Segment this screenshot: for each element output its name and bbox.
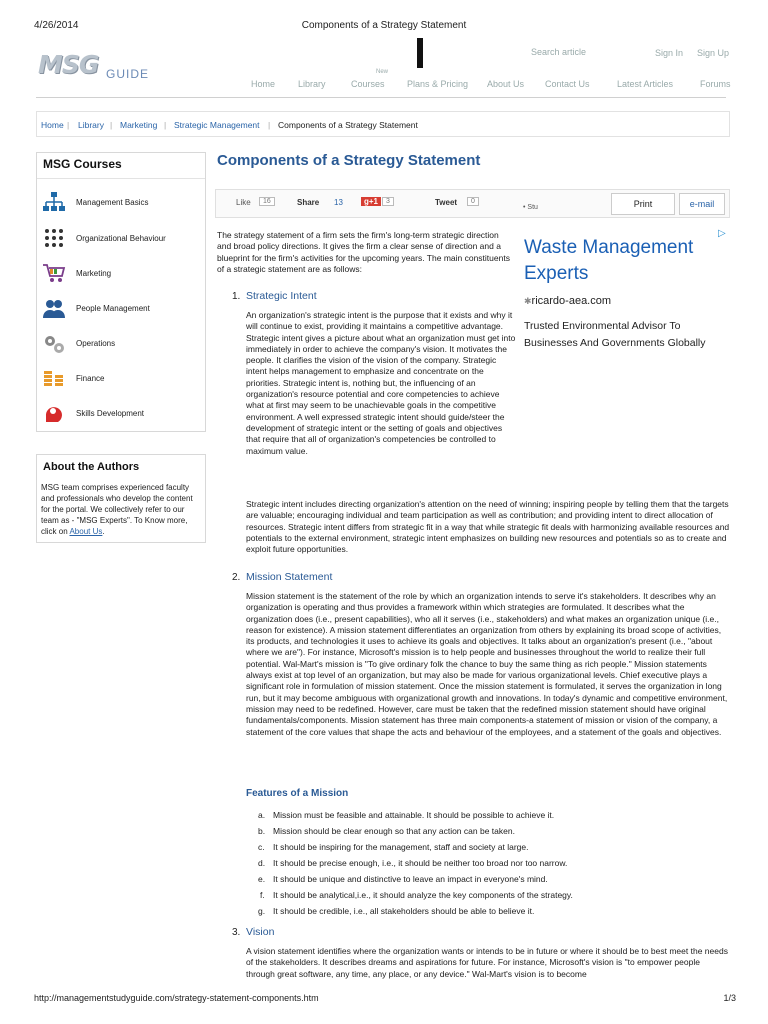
mission-statement-paragraph: Mission statement is the statement of the role by which an organization intends to serve it's stakeholders. It describes why an organization is operating and thus provides a framework within which strategies are formulated. It describes what the organization does (i.e., present capabilities), who all it serves (i.e., stakeholders) and what makes an organization unique (i.e., reason for existence). A mission statement differentiates an organization from others by explaining its broad scope of activities, its products, and technologies it uses to achieve its goals and objectives. It talks about an organization's present (i.e., "about where we are"). For instance, Microsoft's mission is to help people and businesses throughout the world to realize their full potential. Wal-Mart's mission is "To give ordinary folk the chance to buy the same thing as rich people." Mission statements always exist at top level of an organization, but may also be made for various organizational levels. Chief executive plays a significant role in formulation of mission statement. Once the mission statement is formulated, it serves the organization in long run, but it may become ambiguous with organizational growth and innovations. In today's dynamic and competitive environment, mission may need to be redefined. However, care must be taken that the redefined mission statement should have original fundamentals/components. Mission statement has three main components-a statement of mission or vision of the company, a statement of the core values that shape the acts and behaviour of the employees, and a statement of the goals and objectives. [246, 591, 728, 737]
feature-item: It should be precise enough, i.e., it should be neither too broad nor too narrow. [273, 858, 568, 868]
breadcrumb-separator: | [110, 120, 113, 130]
new-badge: New [376, 69, 389, 75]
ad-headline[interactable]: Waste Management Experts [524, 237, 694, 284]
about-title: About the Authors [43, 461, 140, 473]
feature-item: Mission should be clear enough so that any action can be taken. [273, 826, 515, 836]
strategic-intent-paragraph-2: Strategic intent includes directing organization's attention on the need of winning; inspiring people by telling them that the targets are valuable; encouraging individual and team participation as well as contribution; and providing intent to direct allocation of resources. Strategic intent differs from strategic fit in a way that while strategic fit deals with harmonizing available resources and potentials to the external environment, strategic intent emphasizes on building new resources and potentials so as to create and exploit future opportunities. [246, 499, 730, 555]
breadcrumb-library[interactable]: Library [78, 120, 104, 130]
print-url: http://managementstudyguide.com/strategy-statement-components.htm [34, 993, 319, 1003]
section-title-strategic-intent: Strategic Intent [246, 290, 317, 302]
breadcrumb-current: Components of a Strategy Statement [278, 120, 418, 130]
org-chart-icon [42, 191, 66, 213]
feature-item: It should be credible, i.e., all stakeholders should be able to believe it. [273, 906, 535, 916]
section-number: 3. [232, 927, 241, 938]
feature-item: It should be unique and distinctive to leave an impact in everyone's mind. [273, 874, 548, 884]
about-text: MSG team comprises experienced faculty and professionals who develop the content for the portal. We collectively refer to our team as - "MSG Experts". To Know more, click on About Us. [41, 483, 193, 536]
feature-item: It should be analytical,i.e., it should analyze the key components of the strategy. [273, 890, 573, 900]
google-plus-button[interactable]: g+1 [361, 197, 381, 206]
feature-marker: b. [258, 826, 266, 836]
site-logo[interactable]: MSG [38, 50, 99, 79]
ad-description: Trusted Environmental Advisor To Businesses And Governments Globally [524, 320, 706, 349]
nav-plans[interactable]: Plans & Pricing [407, 79, 469, 89]
print-page-number: 1/3 [723, 993, 736, 1003]
breadcrumb-separator: | [67, 120, 70, 130]
nav-forums[interactable]: Forums [700, 79, 731, 89]
breadcrumb-marketing[interactable]: Marketing [120, 120, 158, 130]
article-title: Components of a Strategy Statement [217, 152, 481, 169]
course-management-basics[interactable]: Management Basics [76, 198, 149, 207]
about-us-link[interactable]: About Us [69, 527, 103, 536]
section-title-mission-statement: Mission Statement [246, 571, 333, 583]
print-date: 4/26/2014 [34, 20, 79, 31]
header-divider [417, 38, 423, 68]
tweet-count: 0 [467, 197, 479, 206]
feature-item: It should be inspiring for the management, staff and society at large. [273, 842, 529, 852]
print-title: Components of a Strategy Statement [301, 20, 467, 31]
two-people-icon [42, 298, 66, 320]
feature-marker: a. [258, 810, 266, 820]
breadcrumb-home[interactable]: Home [41, 120, 64, 130]
section-number: 2. [232, 572, 241, 583]
feature-marker: e. [258, 874, 266, 884]
share-button[interactable]: Share [297, 198, 320, 207]
like-count: 16 [259, 197, 275, 206]
nav-courses[interactable]: Courses [351, 79, 385, 89]
section-title-vision: Vision [246, 926, 275, 938]
nav-library[interactable]: Library [298, 79, 326, 89]
breadcrumb-separator: | [268, 120, 271, 130]
course-organizational-behaviour[interactable]: Organizational Behaviour [76, 234, 166, 243]
brain-gear-icon [42, 402, 66, 424]
shopping-cart-icon [42, 262, 66, 284]
intro-paragraph: The strategy statement of a firm sets the firm's long-term strategic direction and broad policy directions. It gives the firm a clear sense of direction and a blueprint for the firm's activities for the upcoming years. The main constituents of a strategic statement are as follows: [217, 230, 510, 274]
sign-in-link[interactable]: Sign In [655, 48, 684, 58]
people-group-icon [42, 227, 66, 249]
feature-marker: d. [258, 858, 266, 868]
email-button[interactable]: e-mail [679, 193, 725, 215]
nav-latest[interactable]: Latest Articles [617, 79, 674, 89]
tweet-button[interactable]: Tweet [435, 198, 458, 207]
globe-icon: ✱ [524, 296, 532, 306]
course-marketing[interactable]: Marketing [76, 269, 112, 278]
courses-title: MSG Courses [43, 157, 122, 171]
coins-icon [42, 368, 66, 390]
search-input[interactable]: Search article [531, 47, 587, 57]
nav-contact[interactable]: Contact Us [545, 79, 590, 89]
stumble-button[interactable]: • Stu [523, 204, 538, 211]
nav-about[interactable]: About Us [487, 79, 525, 89]
strategic-intent-paragraph: An organization's strategic intent is the purpose that it exists and why it will continue to exist, providing it maintains a competitive advantage. Strategic intent gives a picture about what an organization must get into immediately in order to achieve the company's vision. It motivates the people. It clarifies the vision of the vision of the company. Strategic intent helps management to emphasize and concentrate on the priorities. Strategic intent is, nothing but, the influencing of an organization's resource potential and core competencies to achieve what at first may seem to be unachievable goals in the competitive environment. A well expressed strategic intent should guide/steer the development of strategic intent or the setting of goals and objectives that require that all of organization's competencies be controlled to maximum value. [246, 310, 516, 456]
ad-url[interactable]: ✱ricardo-aea.com [524, 295, 612, 307]
site-logo-guide: GUIDE [106, 67, 150, 81]
print-button[interactable]: Print [611, 193, 675, 215]
breadcrumb-strategic-management[interactable]: Strategic Management [174, 120, 260, 130]
ad-choices-icon[interactable]: ▷ [718, 228, 726, 239]
sign-up-link[interactable]: Sign Up [697, 48, 730, 58]
course-skills-development[interactable]: Skills Development [76, 409, 145, 418]
feature-marker: g. [258, 906, 266, 916]
vision-paragraph: A vision statement identifies where the organization wants or intends to be in future or where it should be to best meet the needs of the stakeholders. It describes dreams and aspirations for future. For instance, Microsoft's vision is "to empower people through great software, any time, any place, or any device." Wal-Mart's vision is to become [246, 946, 728, 979]
gears-icon [42, 333, 66, 355]
google-plus-count: 3 [382, 197, 394, 206]
feature-marker: f. [260, 890, 265, 900]
share-count: 13 [334, 198, 343, 207]
nav-home[interactable]: Home [251, 79, 276, 89]
divider [37, 178, 205, 179]
breadcrumb-separator: | [164, 120, 167, 130]
course-operations[interactable]: Operations [76, 339, 116, 348]
feature-marker: c. [258, 842, 265, 852]
like-button[interactable]: Like [236, 198, 251, 207]
course-people-management[interactable]: People Management [76, 304, 150, 313]
header-rule [36, 97, 726, 98]
section-number: 1. [232, 291, 241, 302]
course-finance[interactable]: Finance [76, 374, 105, 383]
feature-item: Mission must be feasible and attainable. It should be possible to achieve it. [273, 810, 555, 820]
features-title: Features of a Mission [246, 788, 349, 799]
